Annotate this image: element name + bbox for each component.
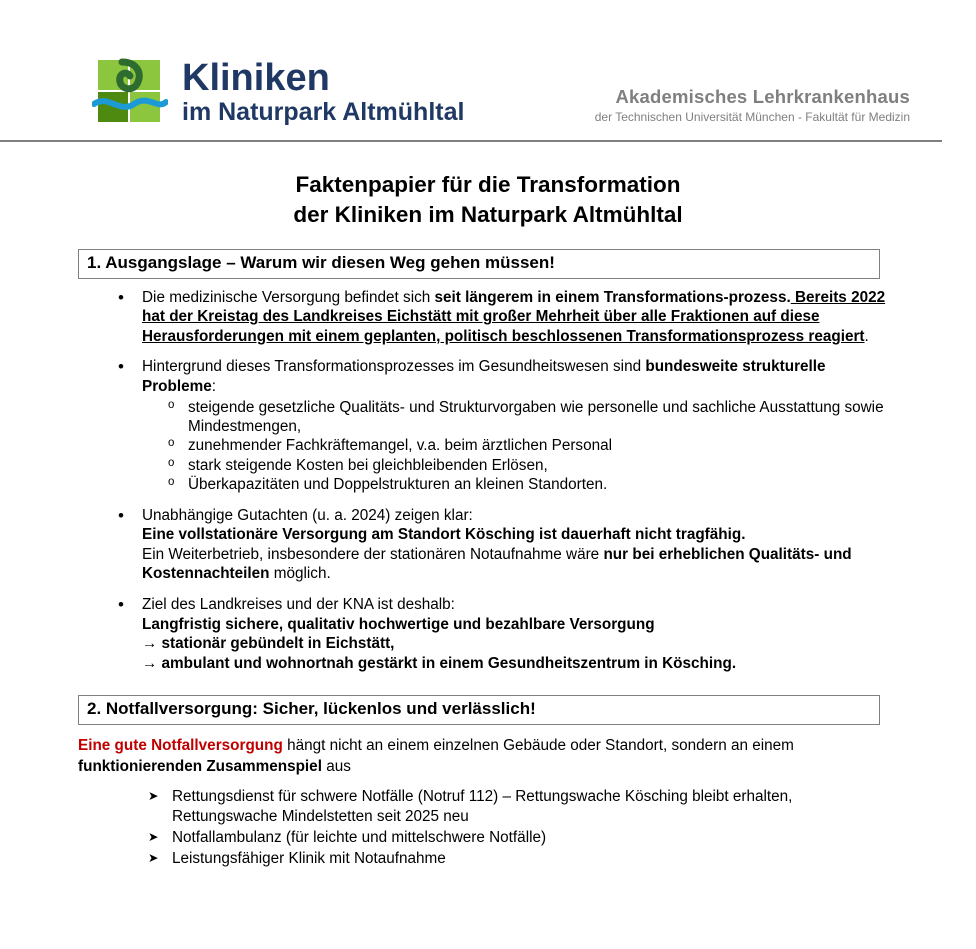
section-1-bullet-list (78, 288, 890, 674)
intro-red-phrase: Eine gute Notfallversorgung (78, 737, 283, 755)
section-2-content (0, 736, 976, 868)
list-item (78, 506, 890, 584)
bullet-3-lead: Unabhängige Gutachten (u. a. 2024) zeigen klar: (142, 506, 473, 524)
page-title (0, 170, 976, 231)
list-item: o Überkapazitäten und Doppelstrukturen an kleinen Standorten. (142, 475, 890, 494)
section-1-content (0, 288, 976, 674)
bullet-3-bold-line: Eine vollstationäre Versorgung am Standort Kösching ist dauerhaft nicht tragfähig. (142, 526, 746, 544)
section-heading-1: 1. Ausgangslage – Warum wir diesen Weg gehen müssen! (78, 249, 880, 279)
brand-line1: Kliniken (182, 57, 330, 99)
list-item (78, 357, 890, 494)
header-divider (0, 140, 942, 142)
bullet-4-bold-line: Langfristig sichere, qualitativ hochwertige und bezahlbare Versorgung (142, 615, 655, 633)
intro-tail-text: aus (321, 757, 351, 775)
bullet-3-mixed-pre: Ein Weiterbetrieb, insbesondere der stationären Notaufnahme wäre (142, 545, 604, 563)
list-item: o steigende gesetzliche Qualitäts- und Strukturvorgaben wie personelle und sachliche Ausstattung sowie Mindestmengen, (142, 398, 890, 437)
list-item (78, 595, 890, 673)
brand-wordmark (182, 59, 464, 125)
bullet-2-text-a: Hintergrund dieses Transformationsprozesses im Gesundheitswesen sind (142, 358, 646, 376)
bullet-4-lead: Ziel des Landkreises und der KNA ist deshalb: (142, 596, 455, 614)
list-item: ➤ Leistungsfähiger Klinik mit Notaufnahme (78, 849, 890, 869)
brand-logo (92, 54, 464, 130)
teaching-hospital-block (595, 86, 910, 130)
bullet-2-sublist (142, 398, 890, 495)
bullet-4-arrow-1: → stationär gebündelt in Eichstätt, (142, 635, 395, 653)
bullet-3-mixed-bold: nur bei erheblichen Qualitäts- und Kostennachteilen (142, 545, 852, 583)
title-line-2: der Kliniken im Naturpark Altmühltal (293, 202, 683, 228)
bullet-3-mixed-post: möglich. (269, 565, 331, 583)
bullet-1-text-a: Die medizinische Versorgung befindet sich (142, 288, 435, 306)
bullet-2-text-tail: : (211, 378, 216, 396)
bullet-1-text-b: seit längerem in einem Transformations-prozess. (434, 288, 791, 306)
brand-line2: im Naturpark Altmühltal (182, 98, 465, 126)
page-header (0, 0, 976, 130)
section-2-arrow-list (78, 787, 890, 869)
list-item (78, 288, 890, 347)
list-item: ➤ Rettungsdienst für schwere Notfälle (Notruf 112) – Rettungswache Kösching bleibt erhalten, Rettungswache Mindelstetten seit 2025 neu (78, 787, 890, 827)
list-item: ➤ Notfallambulanz (für leichte und mittelschwere Notfälle) (78, 828, 890, 848)
bullet-1-text-underlined: Bereits 2022 hat der Kreistag des Landkreises Eichstätt mit großer Mehrheit über alle Fraktionen auf diese Herausforderungen mit einem geplanten, politisch beschlossenen Transformationsprozess reagiert (142, 288, 886, 345)
section-heading-2: 2. Notfallversorgung: Sicher, lückenlos und verlässlich! (78, 695, 880, 725)
bullet-2-text-b: bundesweite strukturelle Probleme (142, 358, 826, 396)
bullet-4-arrow-2: → ambulant und wohnortnah gestärkt in einem Gesundheitszentrum in Kösching. (142, 654, 737, 672)
list-item: o stark steigende Kosten bei gleichbleibenden Erlösen, (142, 456, 890, 475)
intro-mid-text: hängt nicht an einem einzelnen Gebäude oder Standort, sondern an einem (282, 737, 794, 755)
bullet-1-text-tail: . (864, 327, 869, 345)
intro-bold-phrase: funktionierenden Zusammenspiel (78, 757, 322, 775)
list-item: o zunehmender Fachkräftemangel, v.a. beim ärztlichen Personal (142, 436, 890, 455)
teaching-hospital-subtitle: der Technischen Universität München - Fakultät für Medizin (594, 110, 910, 124)
kliniken-logo-icon (92, 54, 168, 130)
section-2-intro-paragraph (78, 736, 890, 777)
title-line-1: Faktenpapier für die Transformation (295, 172, 681, 197)
teaching-hospital-title: Akademisches Lehrkrankenhaus (615, 86, 910, 107)
